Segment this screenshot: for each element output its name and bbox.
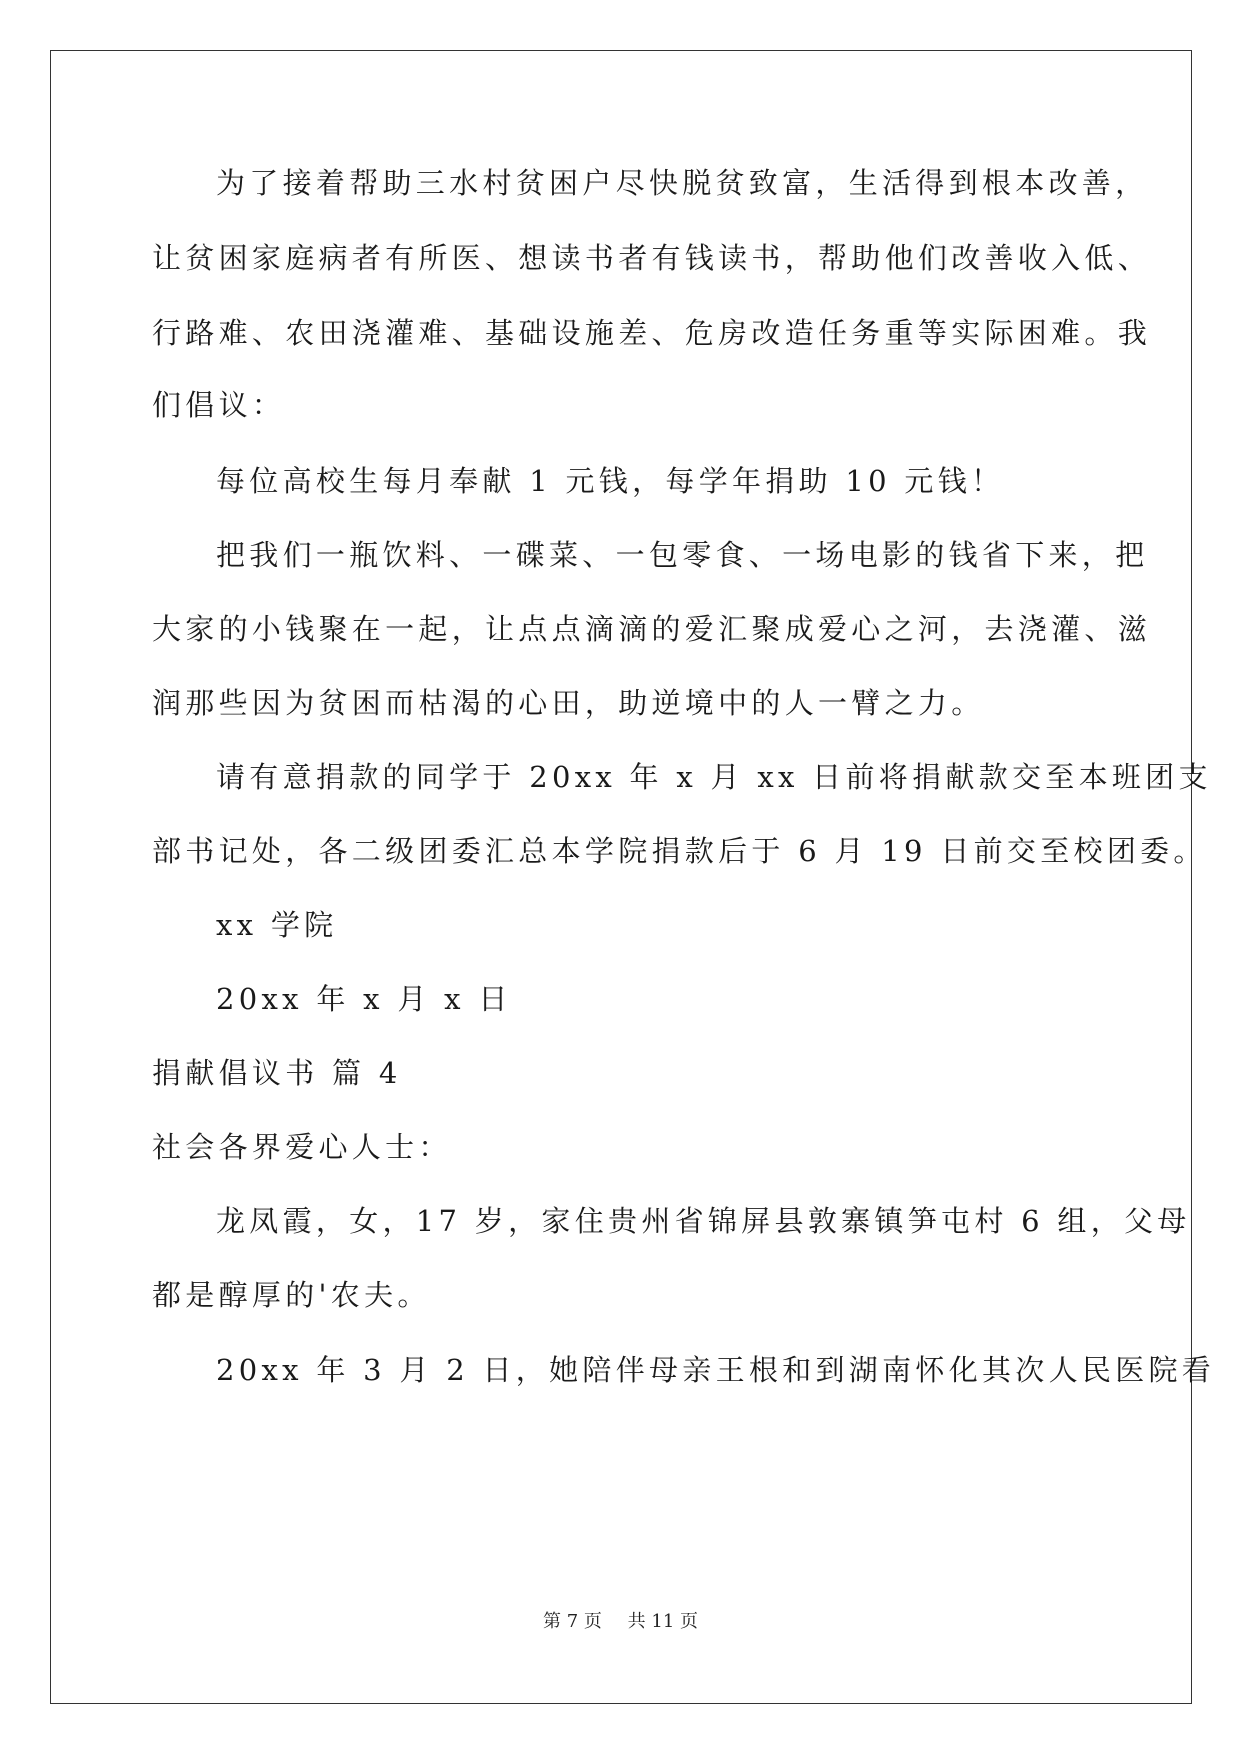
paragraph-line: 为了接着帮助三水村贫困户尽快脱贫致富，生活得到根本改善，: [216, 166, 1149, 200]
paragraph-line: 部书记处，各二级团委汇总本学院捐款后于 6 月 19 日前交至校团委。: [152, 834, 1207, 868]
paragraph-line: 们倡议：: [152, 388, 286, 422]
signature-date: 20xx 年 x 月 x 日: [216, 982, 512, 1016]
paragraph-line: 大家的小钱聚在一起，让点点滴滴的爱汇聚成爱心之河，去浇灌、滋: [152, 612, 1152, 646]
salutation: 社会各界爱心人士：: [152, 1130, 452, 1164]
paragraph-line: 润那些因为贫困而枯渴的心田，助逆境中的人一臂之力。: [152, 686, 985, 720]
section-heading: 捐献倡议书 篇 4: [152, 1056, 402, 1090]
paragraph-line: 都是醇厚的'农夫。: [152, 1278, 431, 1312]
page-border: [50, 50, 1192, 1704]
page-number-total: 共 11 页: [627, 1611, 698, 1632]
paragraph-line: 让贫困家庭病者有所医、想读书者有钱读书，帮助他们改善收入低、: [152, 241, 1152, 275]
paragraph-line: 行路难、农田浇灌难、基础设施差、危房改造任务重等实际困难。我: [152, 316, 1152, 350]
paragraph-line: 请有意捐款的同学于 20xx 年 x 月 xx 日前将捐献款交至本班团支: [216, 760, 1212, 794]
paragraph-line: 每位高校生每月奉献 1 元钱，每学年捐助 10 元钱！: [216, 464, 1005, 498]
signature-org: xx 学院: [216, 908, 338, 942]
paragraph-line: 龙凤霞，女，17 岁，家住贵州省锦屏县敦寨镇笋屯村 6 组，父母: [216, 1204, 1191, 1238]
paragraph-line: 20xx 年 3 月 2 日，她陪伴母亲王根和到湖南怀化其次人民医院看: [216, 1353, 1216, 1387]
page-number-current: 第 7 页: [543, 1611, 602, 1632]
page-footer: [0, 1610, 1241, 1634]
paragraph-line: 把我们一瓶饮料、一碟菜、一包零食、一场电影的钱省下来，把: [216, 538, 1149, 572]
